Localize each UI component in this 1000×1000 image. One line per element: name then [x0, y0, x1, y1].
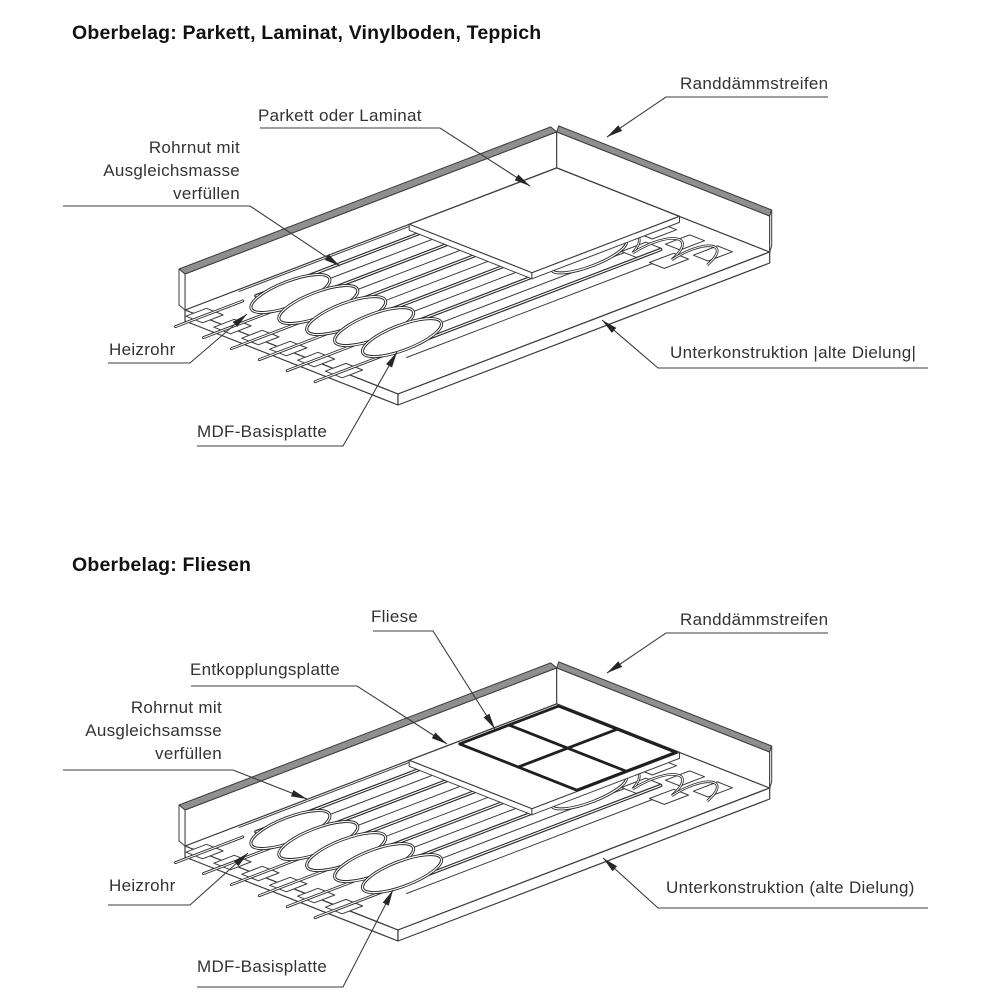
label-heizrohr-1: Heizrohr [109, 340, 176, 359]
label-unterkonstruktion-1: Unterkonstruktion |alte Dielung| [670, 343, 917, 362]
label-rohrnut-block-2 [42, 696, 222, 765]
label-rohrnut-line2: Ausgleichsmasse [103, 161, 240, 180]
label-parkett-oder-laminat: Parkett oder Laminat [258, 106, 422, 125]
label-rohrnut-line1: Rohrnut mit [148, 138, 240, 157]
leader-line [607, 97, 828, 137]
label-randdaemmstreifen-2: Randdämmstreifen [680, 610, 829, 629]
label-heizrohr-2: Heizrohr [109, 876, 176, 895]
label-fliese: Fliese [371, 607, 419, 626]
label-rohrnut-line3: verfüllen [173, 184, 240, 203]
label-mdf-basisplatte-1: MDF-Basisplatte [197, 422, 328, 441]
label-unterkonstruktion-2: Unterkonstruktion (alte Dielung) [666, 878, 915, 897]
label-rohrnut-line2: Ausgleichsamsse [85, 721, 222, 740]
label-rohrnut-block-1 [60, 136, 240, 205]
label-mdf-basisplatte-2: MDF-Basisplatte [197, 957, 328, 976]
section-title-parkett: Oberbelag: Parkett, Laminat, Vinylboden, Teppich [72, 22, 542, 44]
isometric-diagram-fliesen [63, 631, 928, 987]
label-entkopplungsplatte: Entkopplungsplatte [190, 660, 341, 679]
label-rohrnut-line1: Rohrnut mit [130, 698, 222, 717]
label-rohrnut-line3: verfüllen [155, 744, 222, 763]
leader-line [607, 633, 828, 673]
label-randdaemmstreifen-1: Randdämmstreifen [680, 74, 829, 93]
section-title-fliesen: Oberbelag: Fliesen [72, 554, 252, 576]
